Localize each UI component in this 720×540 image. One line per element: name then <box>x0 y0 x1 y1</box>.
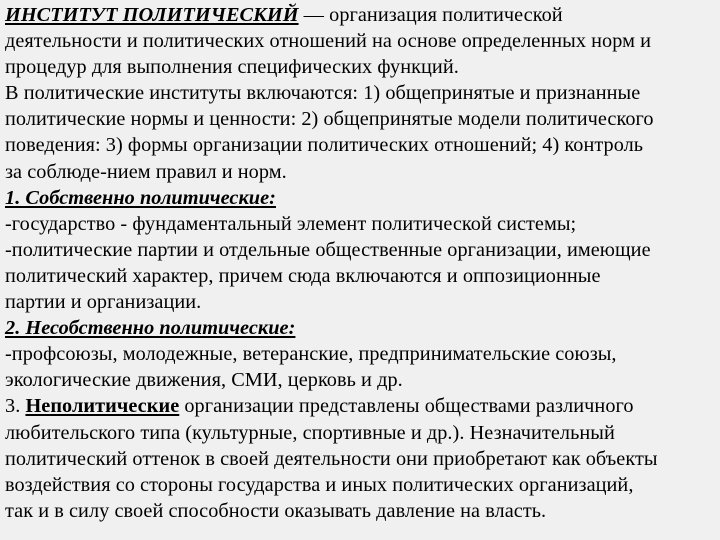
section-heading-2: 2. Несобственно политические: <box>5 317 296 340</box>
text-line <box>5 2 717 28</box>
section-number-3: 3. <box>5 395 26 418</box>
text-line: экологические движения, СМИ, церковь и др. <box>5 369 403 392</box>
text-line: деятельности и политических отношений на основе определенных норм и <box>5 30 652 53</box>
text-line: политический характер, причем сюда включаются и оппозиционные <box>5 264 601 287</box>
text-line: любительского типа (культурные, спортивные и др.). Незначительный <box>5 421 615 444</box>
section-text: организации представлены обществами различного <box>179 395 634 418</box>
term-heading: ИНСТИТУТ ПОЛИТИЧЕСКИЙ <box>5 4 299 26</box>
text-body <box>5 2 717 524</box>
list-item: -государство - фундаментальный элемент политической системы; <box>5 212 577 235</box>
text-line: В политические институты включаются: 1) общепринятые и признанные <box>5 82 641 105</box>
definition-text: — организация политической <box>298 4 563 26</box>
text-line: так и в силу своей способности оказывать давление на власть. <box>5 499 547 522</box>
text-line: воздействия со стороны государства и иных политических организаций, <box>5 473 634 496</box>
text-line: политический оттенок в своей деятельности они приобретают как объекты <box>5 447 658 470</box>
text-line: политические нормы и ценности: 2) общепринятые модели политического <box>5 108 654 131</box>
text-line: партии и организации. <box>5 291 202 314</box>
term-nonpolitical: Неполитические <box>25 395 180 418</box>
section-heading-3-line <box>5 393 717 419</box>
text-line: процедур для выполнения специфических функций. <box>5 56 459 79</box>
section-heading-1: 1. Собственно политические: <box>5 186 276 209</box>
text-line: поведения: 3) формы организации политических отношений; 4) контроль <box>5 134 644 157</box>
text-line: за соблюде-нием правил и норм. <box>5 160 287 183</box>
list-item: -политические партии и отдельные общественные организации, имеющие <box>5 238 651 261</box>
list-item: -профсоюзы, молодежные, ветеранские, предпринимательские союзы, <box>5 343 617 366</box>
